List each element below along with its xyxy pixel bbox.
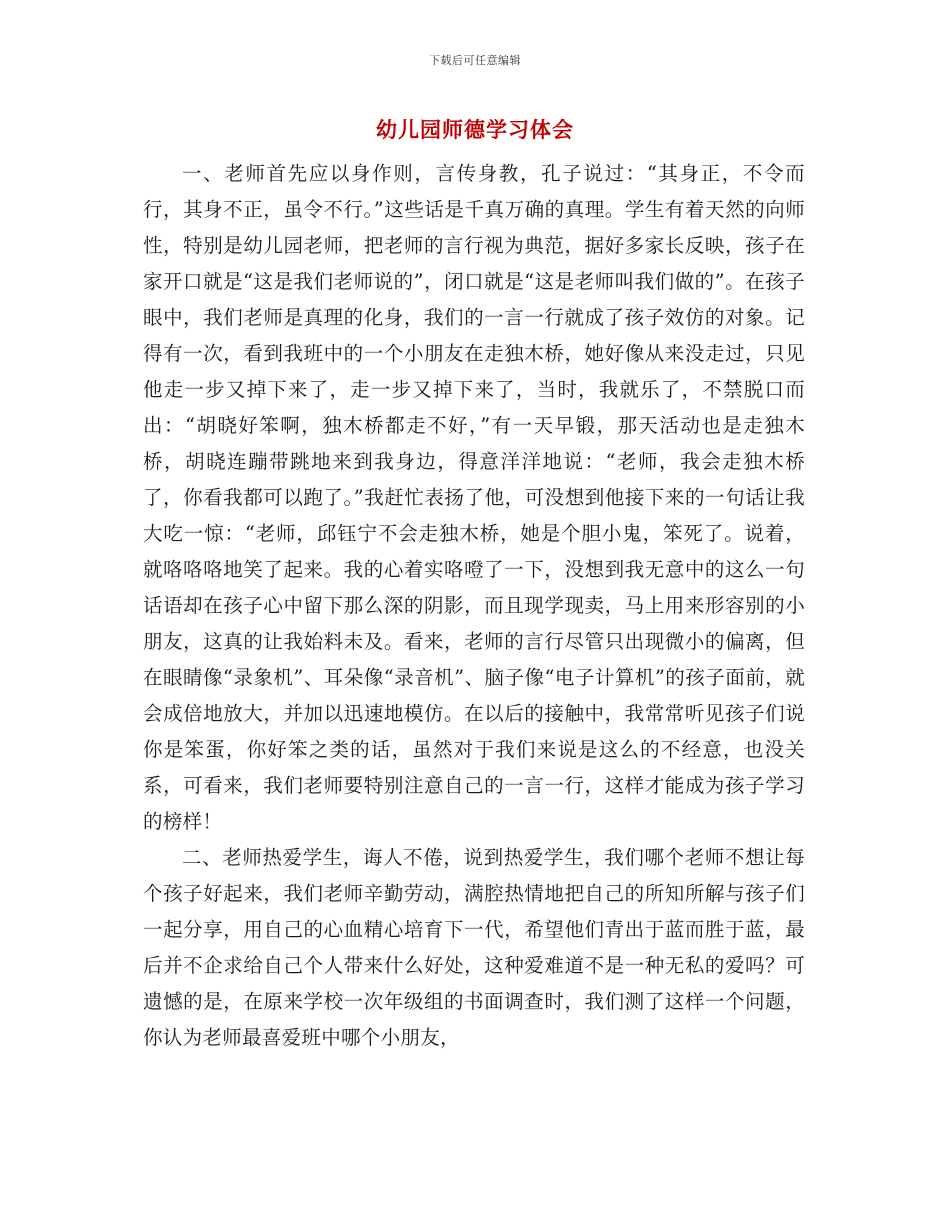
paragraph-2: 二、老师热爱学生，诲人不倦，说到热爱学生，我们哪个老师不想让每个孩子好起来，我们老师辛勤劳动，满腔热情地把自己的所知所解与孩子们一起分享，用自己的心血精心培育下一代，希望他们青出于蓝而胜于蓝，最后并不企求给自己个人带来什么好处，这种爱难道不是一种无私的爱吗？可遗憾的是，在原来学校一次年级组的书面调查时，我们测了这样一个问题，你认为老师最喜爱班中哪个小朋友，: [143, 846, 805, 1049]
document-body: [143, 156, 805, 1056]
paragraph-1: 一、老师首先应以身作则，言传身教，孔子说过：“其身正，不令而行，其身不正，虽令不行。”这些话是千真万确的真理。学生有着天然的向师性，特别是幼儿园老师，把老师的言行视为典范，据好多家长反映，孩子在家开口就是“这是我们老师说的”，闭口就是“这是老师叫我们做的”。在孩子眼中，我们老师是真理的化身，我们的一言一行就成了孩子效仿的对象。记得有一次，看到我班中的一个小朋友在走独木桥，她好像从来没走过，只见他走一步又掉下来了，走一步又掉下来了，当时，我就乐了，不禁脱口而出：“胡晓好笨啊，独木桥都走不好，”有一天早锻，那天活动也是走独木桥，胡晓连蹦带跳地来到我身边，得意洋洋地说：“老师，我会走独木桥了，你看我都可以跑了。”我赶忙表扬了他，可没想到他接下来的一句话让我大吃一惊：“老师，邱钰宁不会走独木桥，她是个胆小鬼，笨死了。说着，就咯咯咯地笑了起来。我的心着实咯噔了一下，没想到我无意中的这么一句话语却在孩子心中留下那么深的阴影，而且现学现卖，马上用来形容别的小朋友，这真的让我始料未及。看来，老师的言行尽管只出现微小的偏离，但在眼睛像“录象机”、耳朵像“录音机”、脑子像“电子计算机”的孩子面前，就会成倍地放大，并加以迅速地模仿。在以后的接触中，我常常听见孩子们说你是笨蛋，你好笨之类的话，虽然对于我们来说是这么的不经意，也没关系，可看来，我们老师要特别注意自己的一言一行，这样才能成为孩子学习的榜样！: [143, 162, 805, 833]
document-title: 幼儿园师德学习体会: [376, 117, 574, 142]
page-header-note: 下载后可任意编辑: [429, 54, 521, 67]
